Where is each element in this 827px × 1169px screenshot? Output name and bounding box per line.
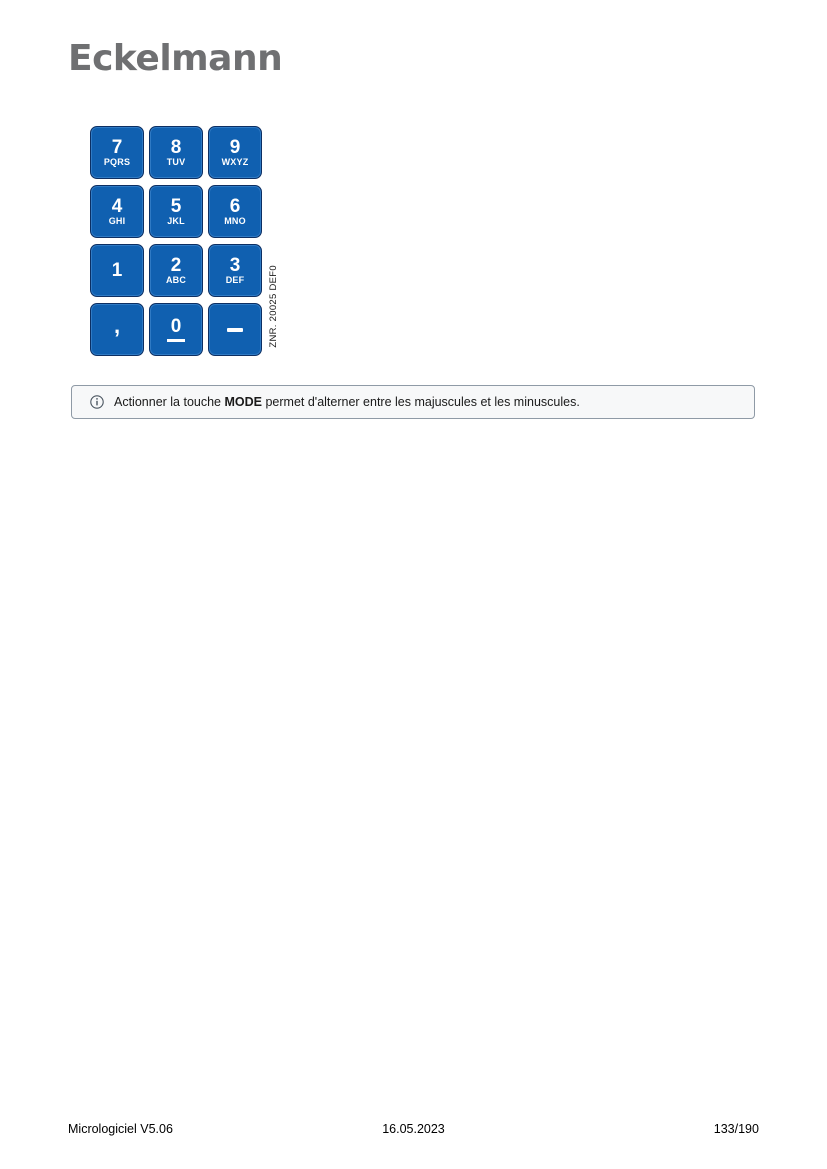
key-1 <box>90 244 144 297</box>
key-6-digit: 6 <box>229 195 241 217</box>
note-text-after: permet d'alterner entre les majuscules et les minuscules. <box>262 395 580 409</box>
key-0 <box>149 303 203 356</box>
key-4-letters: GHI <box>108 215 126 226</box>
key-3-digit: 3 <box>229 254 241 276</box>
keypad-figure <box>90 126 290 356</box>
minus-icon <box>227 328 243 332</box>
key-3-letters: DEF <box>225 274 245 285</box>
key-9-digit: 9 <box>229 136 241 158</box>
key-6 <box>208 185 262 238</box>
key-4-digit: 4 <box>111 195 123 217</box>
info-icon <box>90 395 104 409</box>
key-minus <box>208 303 262 356</box>
key-comma-glyph: , <box>113 312 121 338</box>
key-8 <box>149 126 203 179</box>
key-2-letters: ABC <box>165 274 187 285</box>
key-9-letters: WXYZ <box>221 156 249 167</box>
key-3 <box>208 244 262 297</box>
key-2-digit: 2 <box>170 254 182 276</box>
key-1-digit: 1 <box>111 260 123 281</box>
info-note <box>71 385 755 419</box>
key-6-letters: MNO <box>224 215 246 226</box>
info-note-text <box>114 394 580 410</box>
note-text-bold: MODE <box>224 395 262 409</box>
key-7 <box>90 126 144 179</box>
footer-page-number: 133/190 <box>713 1122 759 1136</box>
keypad <box>90 126 290 356</box>
space-underscore-icon <box>167 339 185 342</box>
footer-firmware: Micrologiciel V5.06 <box>68 1122 173 1136</box>
company-logo: Eckelmann <box>68 38 283 79</box>
key-5 <box>149 185 203 238</box>
key-7-digit: 7 <box>111 136 123 158</box>
key-7-letters: PQRS <box>103 156 131 167</box>
key-4 <box>90 185 144 238</box>
figure-caption: ZNR. 20025 DEF0 <box>268 265 279 348</box>
footer-date: 16.05.2023 <box>382 1122 445 1136</box>
key-comma <box>90 303 144 356</box>
key-5-letters: JKL <box>167 215 185 226</box>
key-9 <box>208 126 262 179</box>
note-text-before: Actionner la touche <box>114 395 225 409</box>
key-8-digit: 8 <box>170 136 182 158</box>
key-0-digit: 0 <box>170 316 182 337</box>
key-8-letters: TUV <box>166 156 186 167</box>
key-5-digit: 5 <box>170 195 182 217</box>
key-2 <box>149 244 203 297</box>
page-footer <box>68 1122 759 1136</box>
